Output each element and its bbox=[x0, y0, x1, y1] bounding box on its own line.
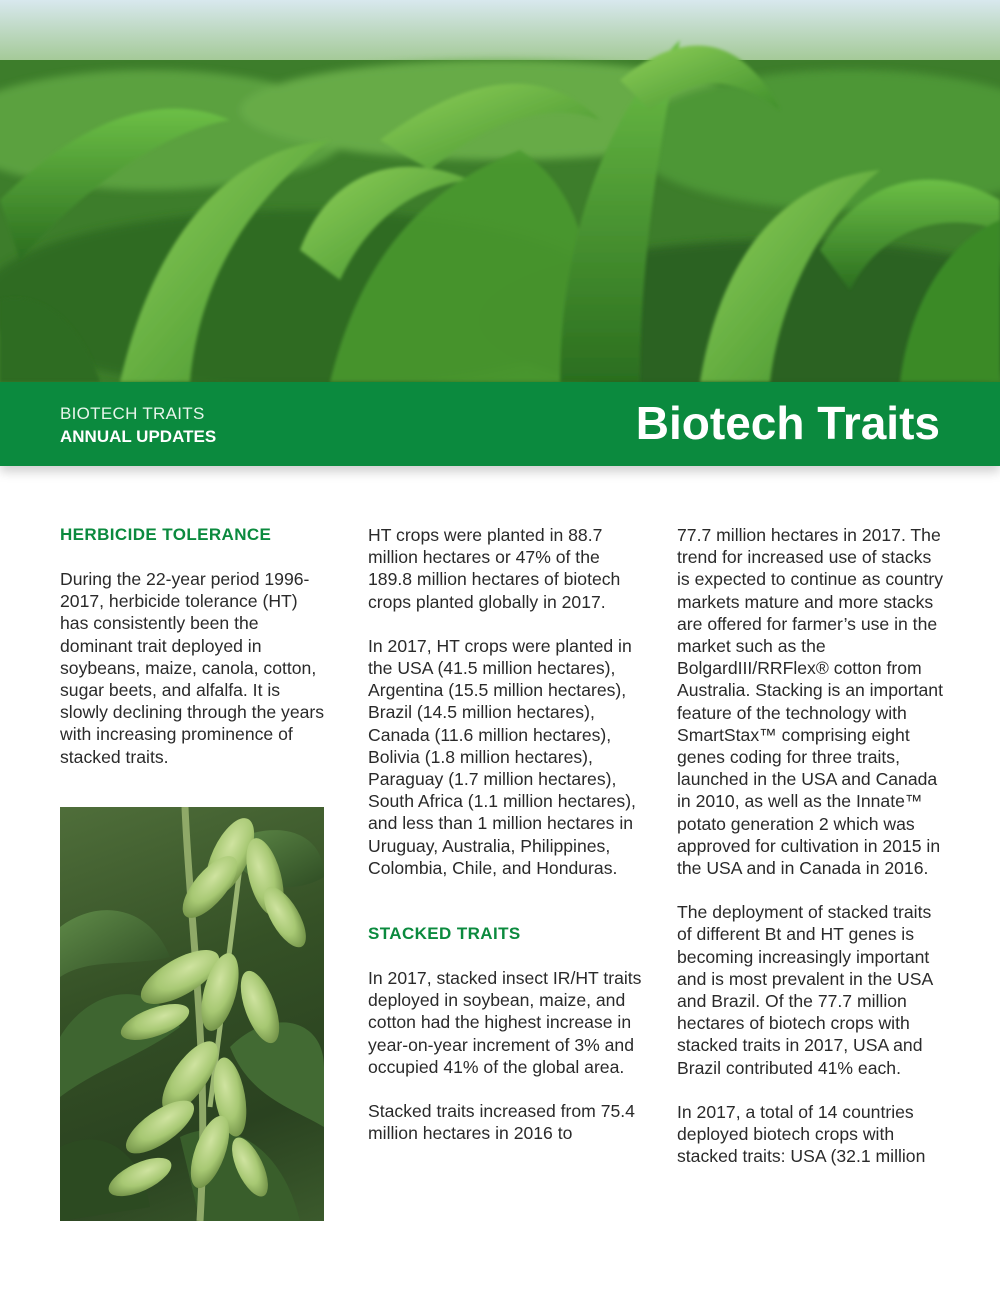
heading-herbicide-tolerance: HERBICIDE TOLERANCE bbox=[60, 525, 272, 544]
paragraph: HT crops were planted in 88.7 million hectares or 47% of the 189.8 million hectares of biotech crops planted globally in 2017. bbox=[368, 525, 621, 612]
soybean-photo-illustration bbox=[60, 807, 324, 1221]
paragraph: In 2017, HT crops were planted in the USA (41.5 million hectares), Argentina (15.5 million hectares), Brazil (14.5 million hectares), Canada (11.6 million hectares), Bolivia (1.8 million hectares), Paraguay (1.7 million hectares), South Africa (1.1 million hectares), and less than 1 million hectares in Uruguay, Australia, Philippines, Colombia, Chile, and Honduras. bbox=[368, 635, 636, 878]
paragraph: The deployment of stacked traits of different Bt and HT genes is becoming increasingly important and is most prevalent in the USA and Brazil. Of the 77.7 million hectares of biotech crops with stacked traits in 2017, USA and Brazil contributed 41% each. bbox=[677, 902, 933, 1078]
page-title: Biotech Traits bbox=[635, 397, 940, 449]
column-2 bbox=[368, 524, 643, 1166]
column-3 bbox=[677, 524, 945, 1189]
paragraph: During the 22-year period 1996-2017, herbicide tolerance (HT) has consistently been the dominant trait deployed in soybeans, maize, canola, cotton, sugar beets, and alfalfa. It is slowly declining through the years with increasing prominence of stacked traits. bbox=[60, 569, 325, 767]
paragraph: In 2017, stacked insect IR/HT traits deployed in soybean, maize, and cotton had the highest increase in year-on-year increment of 3% and occupied 41% of the global area. bbox=[368, 968, 642, 1077]
column-1 bbox=[60, 524, 325, 790]
title-band bbox=[0, 382, 1000, 466]
hero-photo-maize-field bbox=[0, 0, 1000, 382]
section-sublabel: ANNUAL UPDATES bbox=[60, 427, 217, 446]
hero-photo-illustration bbox=[0, 0, 1000, 382]
heading-stacked-traits: STACKED TRAITS bbox=[368, 924, 521, 944]
paragraph: Stacked traits increased from 75.4 million hectares in 2016 to bbox=[368, 1101, 635, 1144]
paragraph: In 2017, a total of 14 countries deployed biotech crops with stacked traits: USA (32.1 million bbox=[677, 1101, 926, 1167]
section-label: BIOTECH TRAITS bbox=[60, 404, 205, 423]
soybean-pods-photo bbox=[60, 807, 324, 1221]
paragraph: 77.7 million hectares in 2017. The trend for increased use of stacks is expected to continue as country markets mature and more stacks are offered for farmer’s use in the market such as the BolgardIII/RRFlex® cotton from Australia. Stacking is an important feature of the technology with SmartStax™ comprising eight genes coding for three traits, launched in the USA and Canada in 2010, as well as the Innate™ potato generation 2 which was approved for cultivation in 2015 in the USA and in Canada in 2016. bbox=[677, 525, 944, 879]
